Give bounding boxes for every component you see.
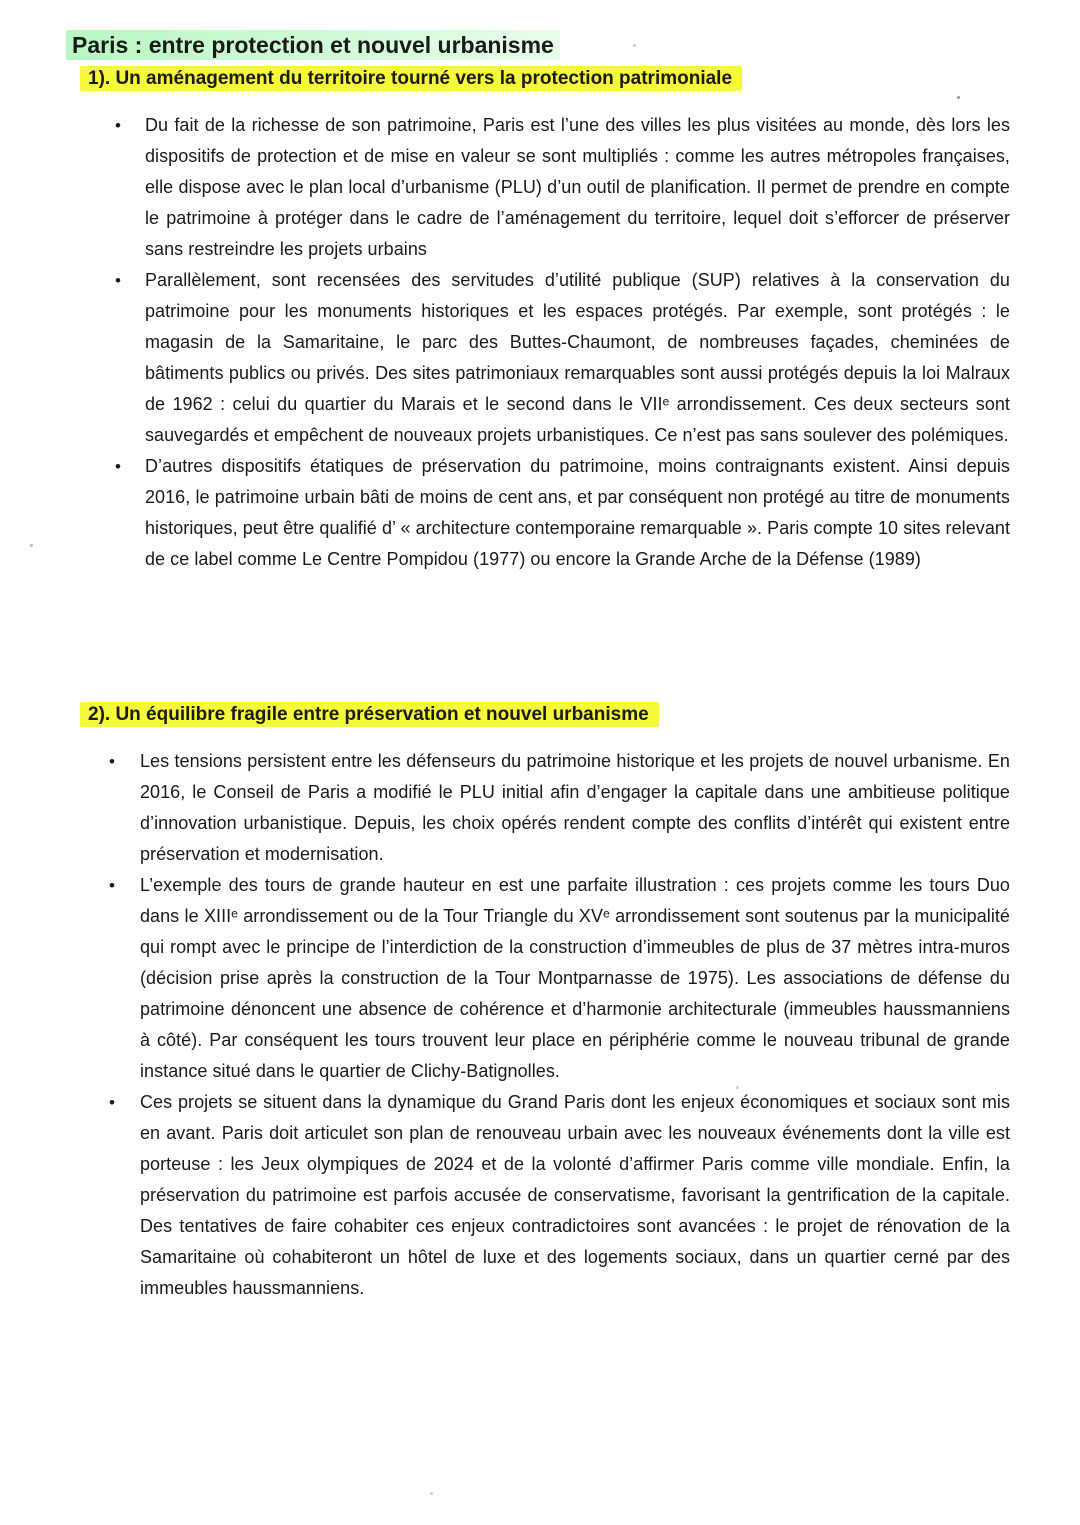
bullet-text: L’exemple des tours de grande hauteur en est une parfaite illustration : ces projets comme les tours Duo dans le XIIIᵉ arrondissement ou de la Tour Triangle du XVᵉ arrondissement sont soutenus par la municipalité qui rompt avec le principe de l’interdiction de la construction d’immeubles de plus de 37 mètres intra-muros (décision prise après la construction de la Tour Montparnasse de 1975). Les associations de défense du patrimoine dénoncent une absence de cohérence et d’harmonie architecturale (immeubles haussmanniens à côté). Par conséquent les tours trouvent leur place en périphérie comme le nouveau tribunal de grande instance situé dans le quartier de Clichy-Batignolles. [140,875,1010,1081]
list-item [112,265,1010,451]
bullet-icon: • [114,271,121,290]
bullet-text: D’autres dispositifs étatiques de préservation du patrimoine, moins contraignants existent. Ainsi depuis 2016, le patrimoine urbain bâti de moins de cent ans, et par conséquent non protégé au titre de monuments historiques, peut être qualifié d’ « architecture contemporaine remarquable ». Paris compte 10 sites relevant de ce label comme Le Centre Pompidou (1977) ou encore la Grande Arche de la Défense (1989) [145,456,1010,569]
list-item [106,870,1010,1087]
bullet-icon: • [108,752,115,771]
list-item [112,451,1010,575]
page-title: Paris : entre protection et nouvel urbanisme [72,32,554,58]
scan-speck [633,44,636,47]
scan-speck [30,544,33,547]
scan-speck [736,1086,739,1089]
list-item [112,110,1010,265]
bullet-icon: • [108,876,115,895]
scan-speck [430,1492,433,1495]
bullet-icon: • [108,1093,115,1112]
bullet-text: Du fait de la richesse de son patrimoine, Paris est l’une des villes les plus visitées au monde, dès lors les dispositifs de protection et de mise en valeur se sont multipliés : comme les autres métropoles françaises, elle dispose avec le plan local d’urbanisme (PLU) d’un outil de planification. Il permet de prendre en compte le patrimoine à protéger dans le cadre de l’aménagement du territoire, lequel doit s’efforcer de préserver sans restreindre les projets urbains [145,115,1010,259]
bullet-text: Parallèlement, sont recensées des servitudes d’utilité publique (SUP) relatives à la conservation du patrimoine pour les monuments historiques et les espaces protégés. Par exemple, sont protégés : le magasin de la Samaritaine, le parc des Buttes-Chaumont, de nombreuses façades, cheminées de bâtiments publics ou privés. Des sites patrimoniaux remarquables sont aussi protégés depuis la loi Malraux de 1962 : celui du quartier du Marais et le second dans le VIIᵉ arrondissement. Ces deux secteurs sont sauvegardés et empêchent de nouveaux projets urbanistiques. Ce n’est pas sans soulever des polémiques. [145,270,1010,445]
list-item [106,746,1010,870]
section-heading-2: 2). Un équilibre fragile entre préservation et nouvel urbanisme [80,702,659,727]
title-highlight [66,30,560,60]
bullet-icon: • [114,457,121,476]
bullet-icon: • [114,116,121,135]
bullet-text: Les tensions persistent entre les défenseurs du patrimoine historique et les projets de nouvel urbanisme. En 2016, le Conseil de Paris a modifié le PLU initial afin d’engager la capitale dans une ambitieuse politique d’innovation urbanistique. Depuis, les choix opérés rendent compte des conflits d’intérêt qui existent entre préservation et modernisation. [140,751,1010,864]
section-heading-1: 1). Un aménagement du territoire tourné vers la protection patrimoniale [80,66,742,91]
bullet-list-section-1 [112,110,1010,575]
bullet-list-section-2 [106,746,1010,1304]
list-item [106,1087,1010,1304]
bullet-text: Ces projets se situent dans la dynamique du Grand Paris dont les enjeux économiques et sociaux sont mis en avant. Paris doit articulet son plan de renouveau urbain avec les nouveaux événements dont la ville est porteuse : les Jeux olympiques de 2024 et de la volonté d’affirmer Paris comme ville mondiale. Enfin, la préservation du patrimoine est parfois accusée de conservatisme, favorisant la gentrification de la capitale. Des tentatives de faire cohabiter ces enjeux contradictoires sont avancées : le projet de rénovation de la Samaritaine où cohabiteront un hôtel de luxe et des logements sociaux, dans un quartier cerné par des immeubles haussmanniens. [140,1092,1010,1298]
scan-speck [957,96,960,99]
